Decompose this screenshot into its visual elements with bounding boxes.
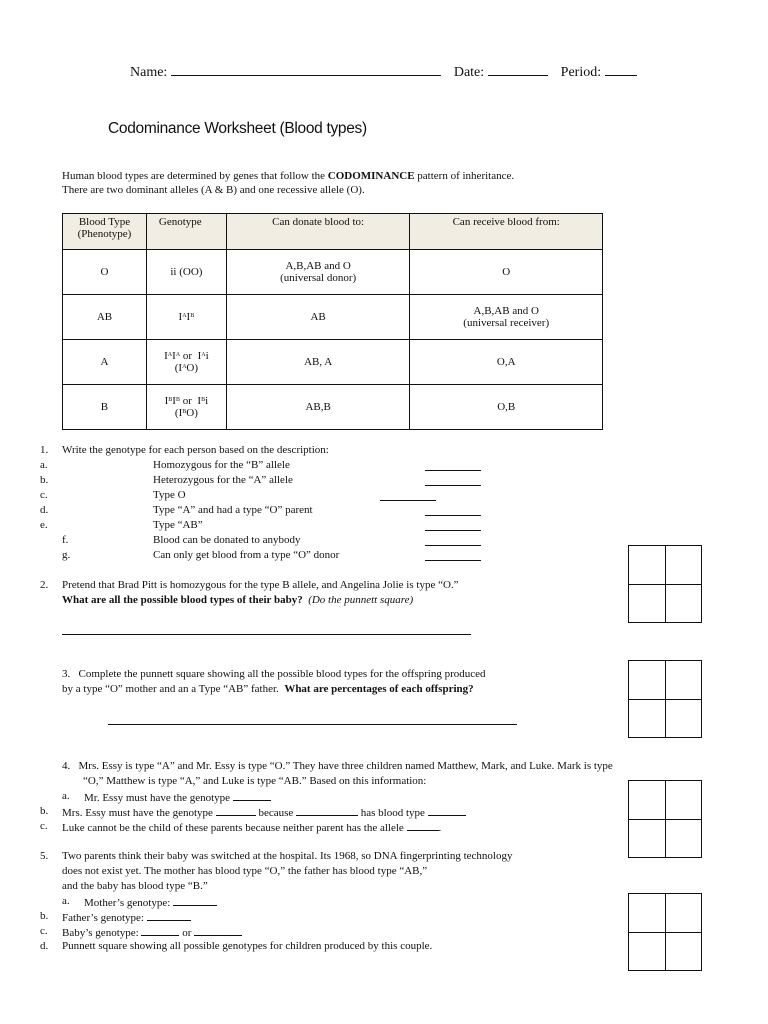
- cell-type: A: [63, 340, 147, 385]
- q5-a-text: Mother’s genotype:: [84, 897, 171, 909]
- period-label: Period:: [560, 65, 602, 80]
- table-row: [63, 295, 603, 340]
- q2-number: 2.: [40, 579, 49, 591]
- q5-item-c: [62, 925, 242, 939]
- q4-letter-a: a.: [62, 790, 70, 802]
- q1-prompt: Write the genotype for each person based on the description:: [62, 444, 329, 456]
- punnett-square-4[interactable]: [628, 893, 702, 971]
- q4-item-b: [62, 805, 466, 819]
- punnett-square-2[interactable]: [628, 660, 702, 738]
- answer-blank[interactable]: [194, 925, 242, 936]
- q1-item-text: Blood can be donated to anybody: [153, 534, 301, 546]
- q3-line-2: [62, 683, 474, 695]
- q3-question: What are percentages of each offspring?: [284, 683, 474, 695]
- q3-text: by a type “O” mother and an a Type “AB” father.: [62, 683, 279, 695]
- page-title: Codominance Worksheet (Blood types): [108, 120, 367, 137]
- q2-line-1: Pretend that Brad Pitt is homozygous for the type B allele, and Angelina Jolie is type “O.”: [62, 579, 459, 591]
- answer-blank[interactable]: [380, 500, 436, 501]
- header-donate: Can donate blood to:: [226, 214, 410, 250]
- q4-b-text: because: [258, 807, 294, 819]
- intro-line-1: [62, 170, 514, 182]
- intro-text: pattern of inheritance.: [414, 170, 515, 182]
- q4-line-1: [62, 760, 613, 772]
- answer-blank[interactable]: [407, 820, 439, 831]
- q4-line-2: “O,” Matthew is type “A,” and Luke is type “AB.” Based on this information:: [83, 775, 427, 787]
- answer-blank[interactable]: [233, 790, 271, 801]
- q1-item-text: Type “A” and had a type “O” parent: [153, 504, 313, 516]
- answer-blank[interactable]: [296, 805, 358, 816]
- cell-genotype: ii (OO): [146, 250, 226, 295]
- cell-donate: AB,B: [226, 385, 410, 430]
- q1-item-text: Heterozygous for the “A” allele: [153, 474, 293, 486]
- answer-blank[interactable]: [173, 895, 217, 906]
- q4-number: 4.: [62, 760, 71, 772]
- q5-line-3: and the baby has blood type “B.”: [62, 880, 208, 892]
- q2-question: What are all the possible blood types of their baby?: [62, 594, 303, 606]
- intro-line-2: There are two dominant alleles (A & B) and one recessive allele (O).: [62, 184, 365, 196]
- q4-c-text: Luke cannot be the child of these parents because neither parent has the allele: [62, 822, 404, 834]
- answer-blank[interactable]: [425, 545, 481, 546]
- q5-b-text: Father’s genotype:: [62, 912, 144, 924]
- q1-letter: g.: [62, 549, 71, 561]
- q4-item-a: [84, 790, 271, 804]
- q1-letter: f.: [62, 534, 69, 546]
- date-field[interactable]: [488, 65, 548, 76]
- cell-receive: O,B: [410, 385, 603, 430]
- q3-line-1: [62, 668, 486, 680]
- q5-letter-c: c.: [40, 925, 48, 937]
- q4-b-text: has blood type: [360, 807, 425, 819]
- cell-type: O: [63, 250, 147, 295]
- cell-receive: O,A: [410, 340, 603, 385]
- punnett-square-1[interactable]: [628, 545, 702, 623]
- intro-text: Human blood types are determined by genes that follow the: [62, 170, 328, 182]
- q4-letter-b: b.: [40, 805, 49, 817]
- date-label: Date:: [453, 65, 485, 80]
- answer-blank[interactable]: [428, 805, 466, 816]
- q3-number: 3.: [62, 668, 71, 680]
- header-line: [130, 65, 637, 81]
- q5-item-d: Punnett square showing all possible genotypes for children produced by this couple.: [62, 940, 433, 952]
- answer-blank[interactable]: [141, 925, 179, 936]
- name-label: Name:: [130, 65, 168, 80]
- table-header-row: [63, 214, 603, 250]
- answer-blank[interactable]: [425, 530, 481, 531]
- answer-blank[interactable]: [216, 805, 256, 816]
- q5-item-a: [84, 895, 217, 909]
- q4-b-text: Mrs. Essy must have the genotype: [62, 807, 213, 819]
- answer-blank[interactable]: [147, 910, 191, 921]
- q5-letter-d: d.: [40, 940, 49, 952]
- q4-item-c: [62, 820, 441, 834]
- header-blood-type: Blood Type (Phenotype): [63, 214, 147, 250]
- q4-c-period: .: [438, 822, 442, 834]
- q1-number: 1.: [40, 444, 49, 456]
- q1-letter: d.: [40, 504, 49, 516]
- cell-type: B: [63, 385, 147, 430]
- table-row: [63, 340, 603, 385]
- q1-letter: a.: [40, 459, 48, 471]
- q5-letter-a: a.: [62, 895, 70, 907]
- answer-line[interactable]: [108, 724, 517, 725]
- header-genotype: Genotype: [146, 214, 226, 250]
- blood-type-table: [62, 213, 603, 430]
- answer-line[interactable]: [62, 634, 471, 635]
- q5-line-2: does not exist yet. The mother has blood type “O,” the father has blood type “AB,”: [62, 865, 428, 877]
- table-row: [63, 385, 603, 430]
- cell-type: AB: [63, 295, 147, 340]
- cell-genotype: $I^BI^B$ or $I^Bi$ $(I^BO)$: [146, 385, 226, 430]
- q1-item-text: Type “AB”: [153, 519, 203, 531]
- answer-blank[interactable]: [425, 560, 481, 561]
- period-field[interactable]: [605, 65, 637, 76]
- cell-genotype: $I^AI^B$: [146, 295, 226, 340]
- cell-genotype: $I^AI^A$ or $I^Ai$ $(I^AO)$: [146, 340, 226, 385]
- cell-donate: AB, A: [226, 340, 410, 385]
- q5-c-text: Baby’s genotype:: [62, 927, 139, 939]
- cell-donate: AB: [226, 295, 410, 340]
- q1-item-text: Homozygous for the “B” allele: [153, 459, 290, 471]
- codominance-term: CODOMINANCE: [327, 170, 415, 182]
- q5-item-b: [62, 910, 191, 924]
- q4-a-text: Mr. Essy must have the genotype: [84, 792, 231, 804]
- answer-blank[interactable]: [425, 470, 481, 471]
- name-field[interactable]: [171, 65, 441, 76]
- cell-receive: O: [410, 250, 603, 295]
- q1-item-text: Type O: [153, 489, 186, 501]
- q3-text: Complete the punnett square showing all the possible blood types for the offspring produced: [78, 668, 486, 680]
- punnett-square-3[interactable]: [628, 780, 702, 858]
- q5-c-or: or: [182, 927, 192, 939]
- q1-letter: b.: [40, 474, 49, 486]
- q4-letter-c: c.: [40, 820, 48, 832]
- q2-line-2: [62, 594, 413, 606]
- header-receive: Can receive blood from:: [410, 214, 603, 250]
- table-row: [63, 250, 603, 295]
- q2-hint: (Do the punnett square): [308, 594, 414, 606]
- cell-receive: A,B,AB and O (universal receiver): [410, 295, 603, 340]
- answer-blank[interactable]: [425, 485, 481, 486]
- answer-blank[interactable]: [425, 515, 481, 516]
- q5-number: 5.: [40, 850, 49, 862]
- q1-letter: e.: [40, 519, 48, 531]
- q5-letter-b: b.: [40, 910, 49, 922]
- q5-line-1: Two parents think their baby was switched at the hospital. Its 1968, so DNA fingerprinting technology: [62, 850, 513, 862]
- cell-donate: A,B,AB and O (universal donor): [226, 250, 410, 295]
- q1-letter: c.: [40, 489, 48, 501]
- q4-text: Mrs. Essy is type “A” and Mr. Essy is type “O.” They have three children named Matthew, Mark, and Luke. Mark is type: [78, 760, 613, 772]
- q1-item-text: Can only get blood from a type “O” donor: [153, 549, 340, 561]
